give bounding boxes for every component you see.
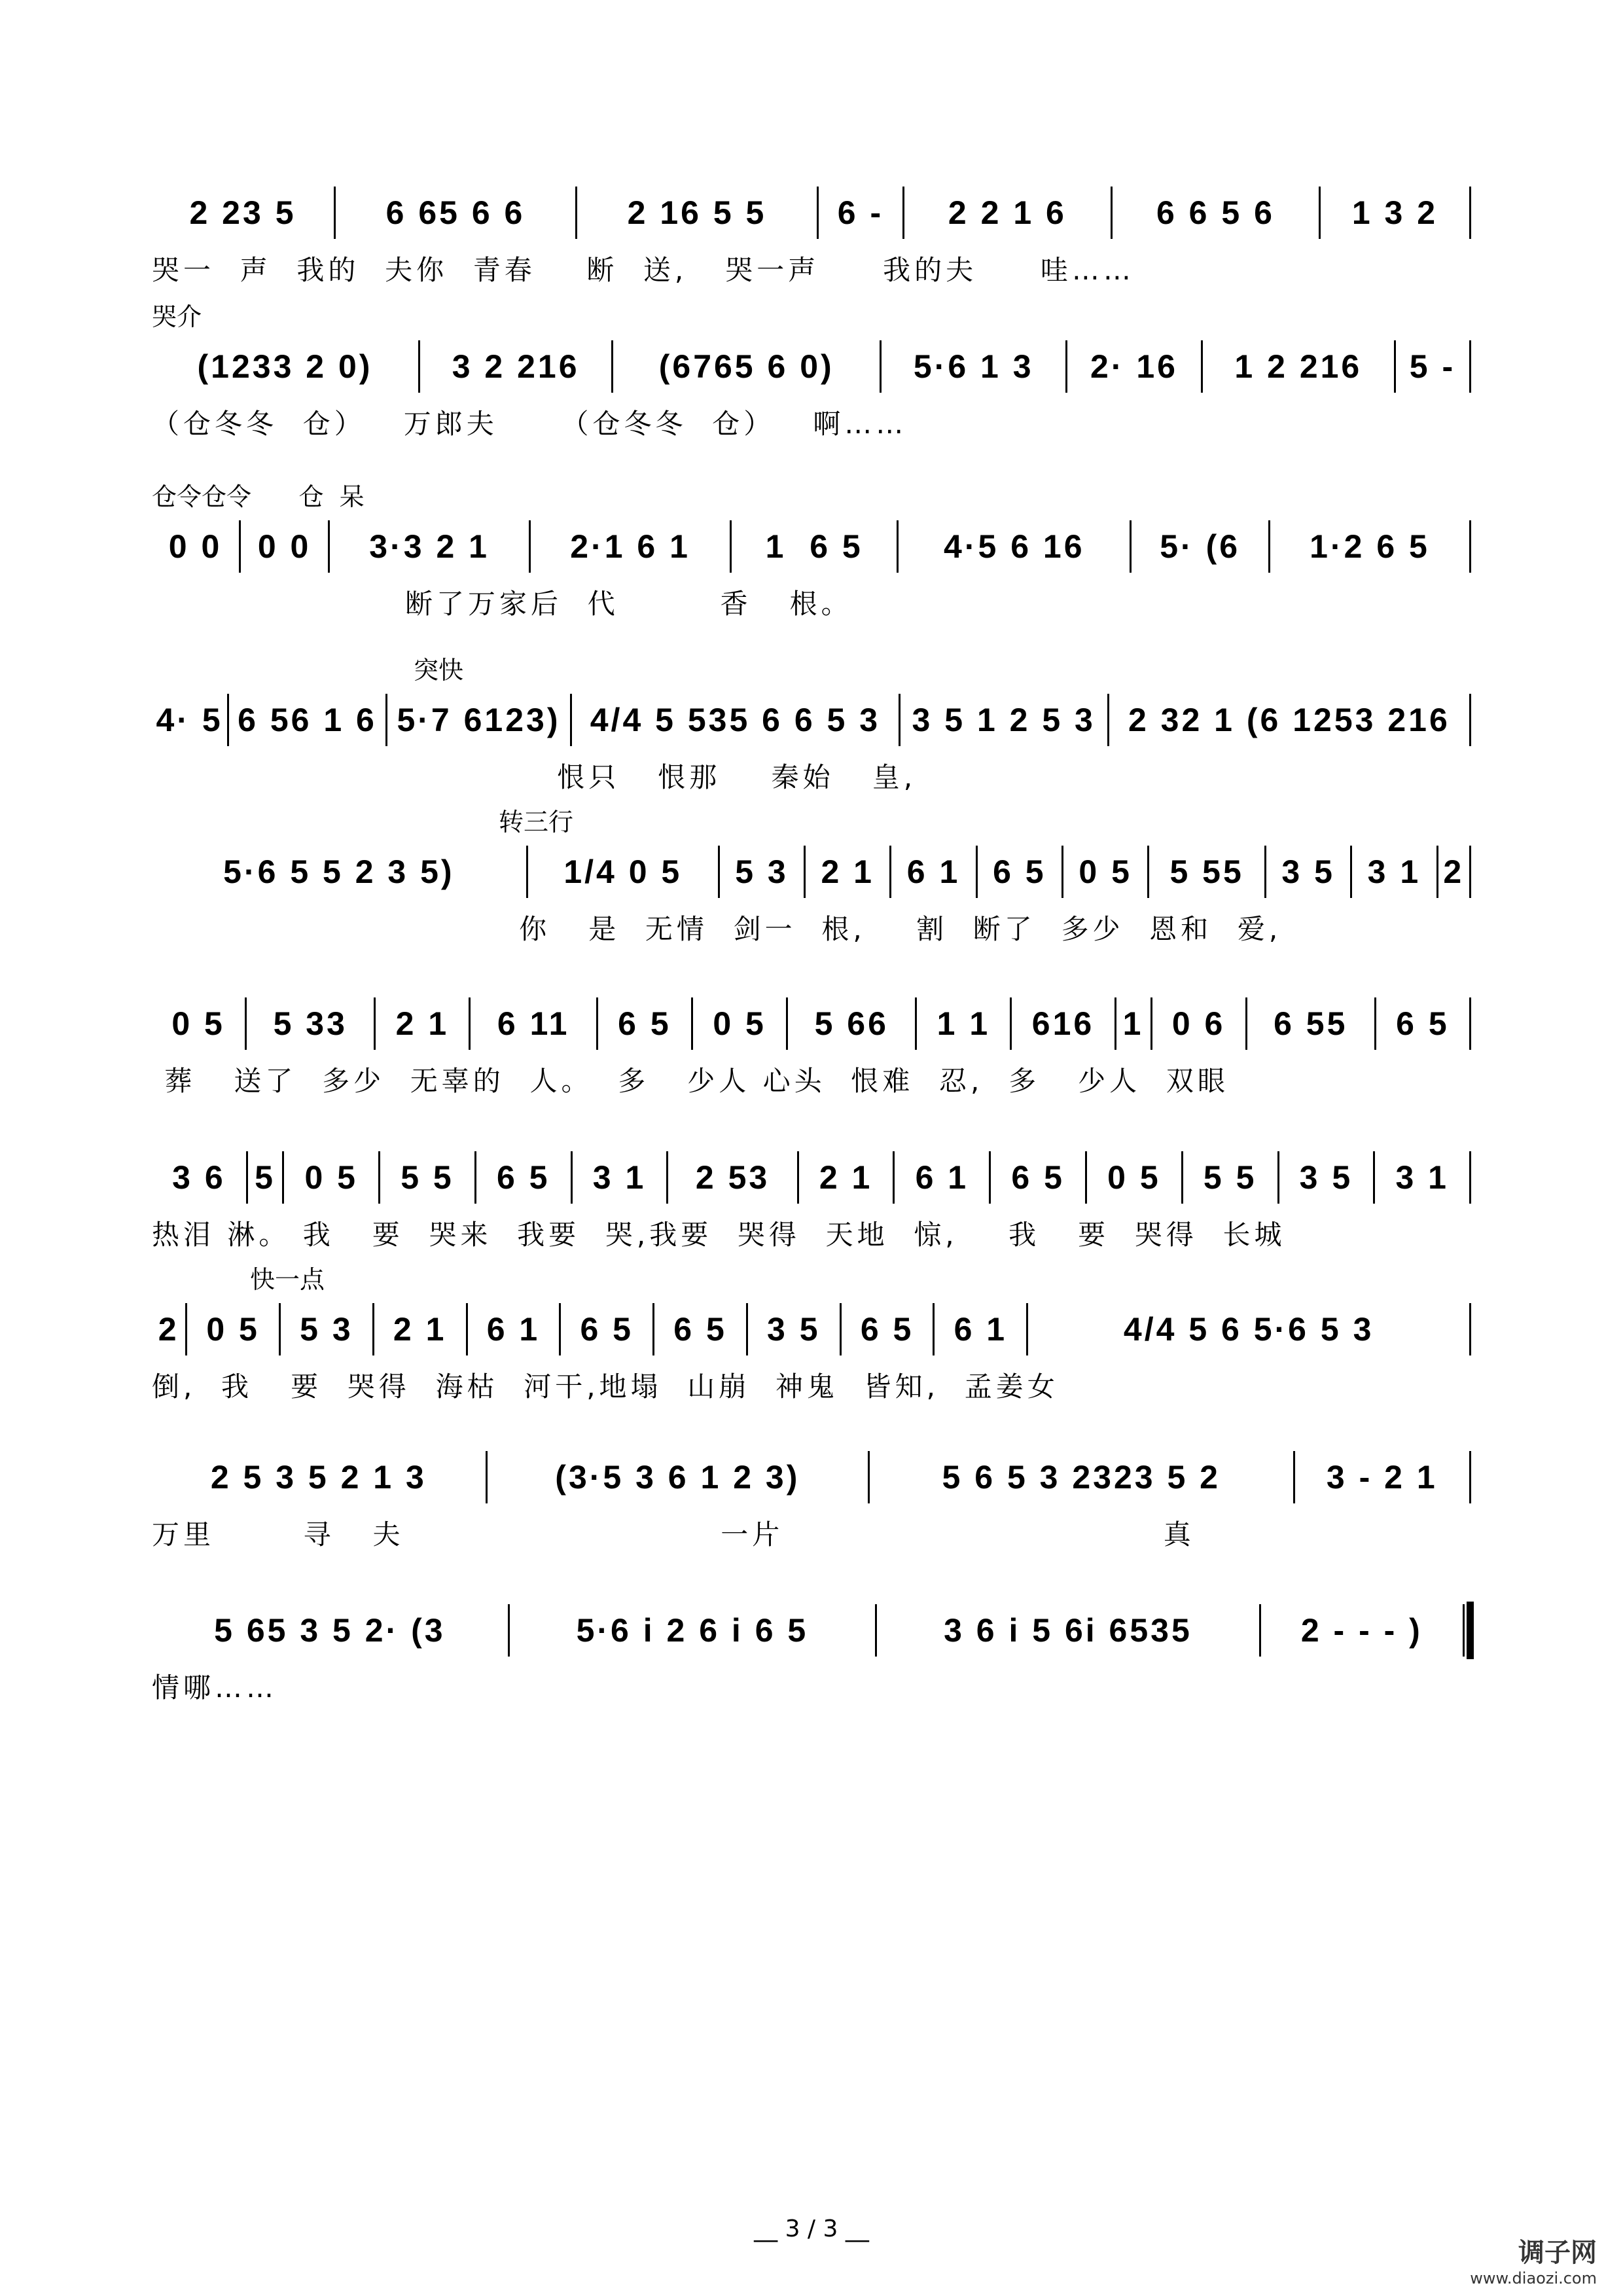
performance-label: 转三行: [499, 808, 574, 836]
notes-line: [152, 183, 1471, 242]
measure: 5 5: [401, 1159, 454, 1196]
measure: 1/4 0 5: [563, 853, 683, 890]
measure: 6 1: [906, 853, 961, 890]
watermark-title: 调子网: [1518, 2238, 1597, 2268]
measure: 3 1: [1367, 853, 1421, 890]
measure: 6 55: [1274, 1005, 1348, 1042]
lyrics-line: 热泪 淋。 我 要 哭来 我要 哭,我要 哭得 天地 惊, 我 要 哭得 长城: [152, 1219, 1286, 1251]
measure: 4/4 5 535 6 6 5 3: [590, 702, 881, 738]
measure: 2 1: [395, 1005, 450, 1042]
measure: 2 - - - ): [1300, 1612, 1423, 1649]
performance-label: 仓令仓令 仓 呆: [152, 482, 365, 511]
notes-line: [152, 842, 1471, 901]
measure: 3 1: [1395, 1159, 1449, 1196]
measure: 0 5: [1107, 1159, 1161, 1196]
score-row: [152, 302, 1471, 440]
measure: 2· 16: [1090, 348, 1178, 385]
measure: (6765 6 0): [658, 348, 834, 385]
measure: 1 2 216: [1234, 348, 1363, 385]
page-number: __ 3 / 3 __: [754, 2215, 869, 2242]
lyrics-line: 葬 送了 多少 无辜的 人。 多 少人 心头 恨难 忍, 多 少人 双眼: [152, 1065, 1229, 1097]
measure: 5 65 3 5 2· (3: [214, 1612, 446, 1649]
measure: 5: [255, 1159, 276, 1196]
measure: 2 16 5 5: [627, 194, 767, 231]
notes-line: [152, 337, 1471, 396]
bar-line: [1469, 1303, 1471, 1355]
measure: 6 1: [954, 1311, 1008, 1348]
notes-line: [152, 517, 1471, 576]
bar-line: [1469, 1451, 1471, 1503]
measure: 2 23 5: [189, 194, 296, 231]
measure: 2 5 3 5 2 1 3: [210, 1459, 427, 1496]
measure: (1233 2 0): [197, 348, 373, 385]
measure: 6 5: [673, 1311, 727, 1348]
lyrics-line: 你 是 无情 剑一 根, 割 断了 多少 恩和 爱,: [152, 913, 1282, 945]
measure: 6 56 1 6: [238, 702, 377, 738]
measure: 3 5: [1281, 853, 1335, 890]
measure: 3 6 i 5 6i 6535: [944, 1612, 1192, 1649]
measure: 2 53: [695, 1159, 770, 1196]
score-row: [152, 808, 1471, 945]
measure: 5 3: [300, 1311, 353, 1348]
measure: 6 5: [580, 1311, 633, 1348]
measure: 1 6 5: [765, 528, 863, 565]
measure: 4· 5: [156, 702, 223, 738]
measure: 6 5: [1396, 1005, 1450, 1042]
lyrics-line: 情哪……: [152, 1672, 278, 1704]
lyrics-line: 哭一 声 我的 夫你 青春 断 送, 哭一声 我的夫 哇……: [152, 254, 1135, 286]
bar-line: [1469, 997, 1471, 1050]
measure: 6 5: [860, 1311, 914, 1348]
measure: 5 6 5 3 2323 5 2: [942, 1459, 1221, 1496]
measure: 3 - 2 1: [1326, 1459, 1438, 1496]
bar-line: [1469, 187, 1471, 239]
bar-line: [1469, 1151, 1471, 1204]
measure: 6 1: [486, 1311, 541, 1348]
score-row: [152, 482, 1471, 620]
measure: 6 6 5 6: [1156, 194, 1275, 231]
measure: 2 2 1 6: [948, 194, 1067, 231]
measure: 5 55: [1169, 853, 1244, 890]
measure: 5 -: [1409, 348, 1456, 385]
measure: 2: [1443, 853, 1465, 890]
notes-line: [152, 994, 1471, 1053]
performance-label: 快一点: [250, 1265, 325, 1294]
measure: 1 3 2: [1351, 194, 1438, 231]
measure: 0 5: [1079, 853, 1132, 890]
notes-line: [152, 1148, 1471, 1207]
measure: 5 33: [273, 1005, 348, 1042]
measure: 5·6 i 2 6 i 6 5: [576, 1612, 809, 1649]
bar-line: [1469, 520, 1471, 573]
measure: 1·2 6 5: [1310, 528, 1430, 565]
measure: 3 5 1 2 5 3: [912, 702, 1096, 738]
lyrics-line: 万里 寻 夫 一片 真: [152, 1518, 1195, 1551]
measure: 3 1: [592, 1159, 647, 1196]
measure: 2: [158, 1311, 179, 1348]
performance-label: 突快: [414, 656, 464, 685]
measure: 0 5: [713, 1005, 766, 1042]
watermark: [1470, 2232, 1597, 2287]
measure: 6 1: [915, 1159, 969, 1196]
measure: 6 5: [993, 853, 1046, 890]
measure: 2·1 6 1: [570, 528, 690, 565]
measure: 5 5: [1203, 1159, 1257, 1196]
measure: 5· (6: [1160, 528, 1241, 565]
measure: 6 11: [497, 1005, 570, 1042]
score-row: [152, 1448, 1471, 1551]
measure: 3 2 216: [452, 348, 580, 385]
measure: 5 3: [735, 853, 789, 890]
measure: 0 0: [257, 528, 312, 565]
page-number-text: 3 / 3: [785, 2215, 838, 2242]
measure: 5·7 6123): [397, 702, 561, 738]
measure: 5 66: [814, 1005, 889, 1042]
lyrics-line: 倒, 我 要 哭得 海枯 河干,地塌 山崩 神鬼 皆知, 孟姜女: [152, 1371, 1059, 1403]
bar-line: [1463, 1604, 1465, 1657]
measure: 616: [1031, 1005, 1095, 1042]
score-row: [152, 656, 1471, 793]
measure: 6 -: [837, 194, 884, 231]
measure: 6 5: [618, 1005, 671, 1042]
measure: 0 0: [168, 528, 223, 565]
measure: 5·6 5 5 2 3 5): [223, 853, 455, 890]
measure: 6 65 6 6: [385, 194, 526, 231]
measure: 1 1: [936, 1005, 991, 1042]
measure: 0 5: [171, 1005, 225, 1042]
watermark-url: www.diaozi.com: [1470, 2269, 1597, 2287]
measure: 2 32 1 (6 1253 216: [1128, 702, 1450, 738]
measure: 1: [1122, 1005, 1144, 1042]
measure: 0 5: [206, 1311, 260, 1348]
bar-line: [1469, 694, 1471, 746]
performance-label: 哭介: [152, 302, 202, 331]
measure: 0 6: [1171, 1005, 1226, 1042]
measure: 2 1: [393, 1311, 447, 1348]
measure: 3·3 2 1: [369, 528, 490, 565]
lyrics-line: 断了万家后 代 香 根。: [152, 588, 853, 620]
measure: (3·5 3 6 1 2 3): [555, 1459, 800, 1496]
measure: 5·6 1 3: [913, 348, 1034, 385]
measure: 3 5: [767, 1311, 821, 1348]
lyrics-line: （仓冬冬 仓） 万郎夫 （仓冬冬 仓） 啊……: [152, 408, 908, 440]
measure: 3 6: [172, 1159, 226, 1196]
notes-line: [152, 1601, 1471, 1660]
measure: 3 5: [1299, 1159, 1353, 1196]
measure: 4/4 5 6 5·6 5 3: [1123, 1311, 1374, 1348]
measure: 6 5: [1011, 1159, 1065, 1196]
score-row: [152, 183, 1471, 286]
measure: 0 5: [304, 1159, 358, 1196]
score-row: [152, 1601, 1471, 1704]
notes-line: [152, 1300, 1471, 1359]
measure: 4·5 6 16: [944, 528, 1085, 565]
lyrics-line: 恨只 恨那 秦始 皇,: [152, 761, 917, 793]
score-row: [152, 1148, 1471, 1251]
notes-line: [152, 1448, 1471, 1507]
notes-line: [152, 691, 1471, 749]
measure: 2 1: [821, 853, 874, 890]
measure: 6 5: [496, 1159, 550, 1196]
measure: 2 1: [819, 1159, 873, 1196]
score-row: [152, 1265, 1471, 1403]
score-row: [152, 994, 1471, 1097]
bar-line: [1469, 846, 1471, 898]
bar-line: [1469, 340, 1471, 393]
